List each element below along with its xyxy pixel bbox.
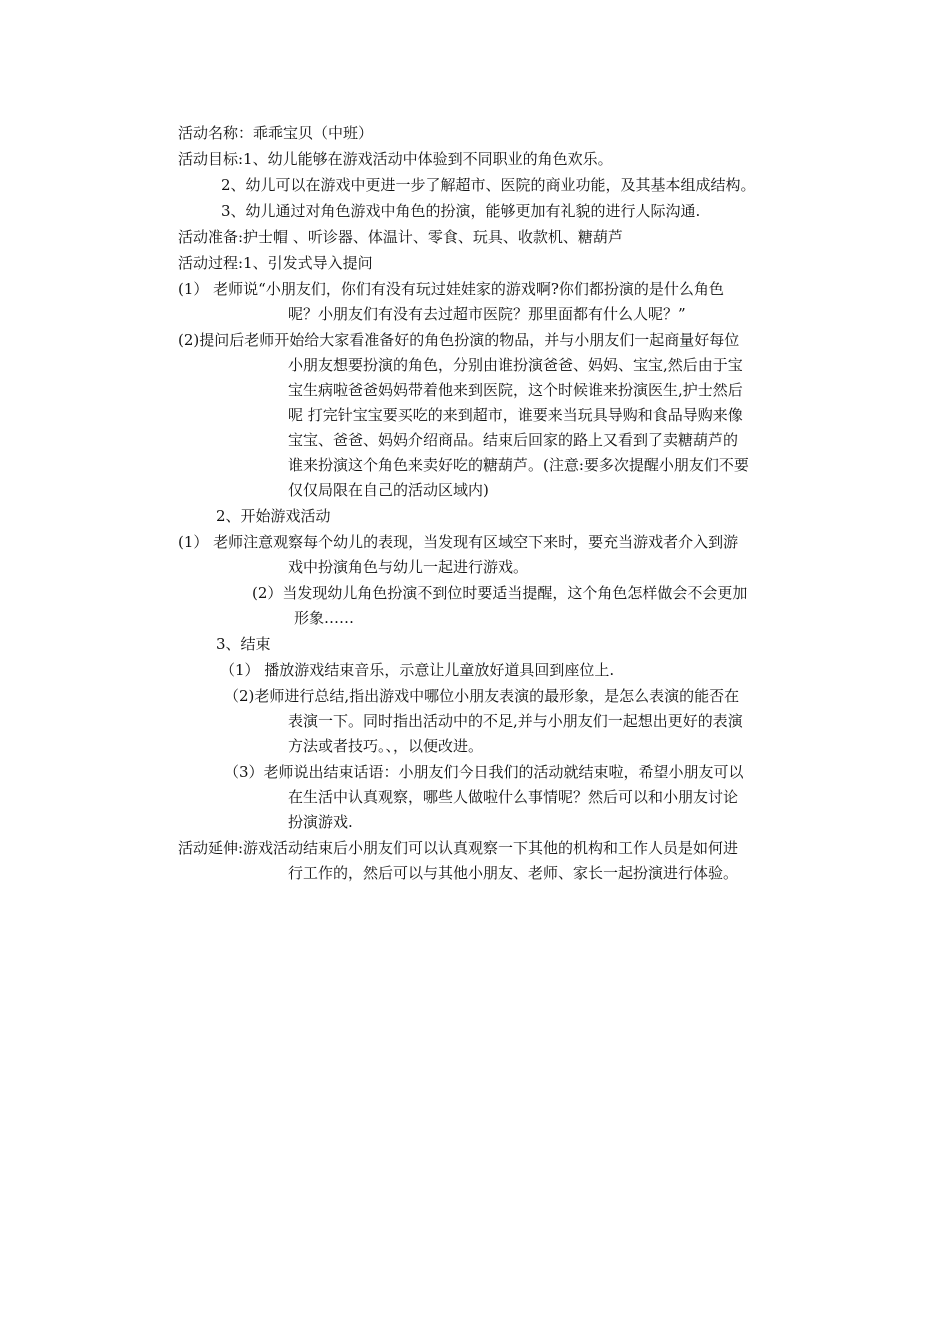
process-step1-item2-line-5: 宝宝、爸爸、妈妈介绍商品。结束后回家的路上又看到了卖糖葫芦的	[288, 431, 739, 449]
process-step2-item1-line-1: (1） 老师注意观察每个幼儿的表现，当发现有区域空下来时，要充当游戏者介入到游	[178, 533, 739, 551]
process-step3-item2-line-1: （2)老师进行总结,指出游戏中哪位小朋友表演的最形象，是怎么表演的能否在	[224, 687, 740, 705]
process-step3-item1-line: （1） 播放游戏结束音乐，示意让儿童放好道具回到座位上.	[220, 661, 615, 679]
process-step1-item1-line-2: 呢？小朋友们有没有去过超市医院？那里面都有什么人呢？”	[288, 305, 686, 323]
activity-name-line: 活动名称：乖乖宝贝（中班）	[178, 124, 374, 142]
process-step3-item3-line-2: 在生活中认真观察，哪些人做啦什么事情呢？然后可以和小朋友讨论	[288, 788, 739, 806]
activity-goal-line-2: 2、幼儿可以在游戏中更进一步了解超市、医院的商业功能，及其基本组成结构。	[221, 176, 756, 194]
process-step1-item2-line-6: 谁来扮演这个角色来卖好吃的糖葫芦。(注意:要多次提醒小朋友们不要	[288, 456, 749, 474]
process-step2-item2-line-1: (2）当发现幼儿角色扮演不到位时要适当提醒，这个角色怎样做会不会更加	[252, 584, 748, 602]
process-step3-heading: 3、结束	[216, 635, 271, 653]
activity-process-line: 活动过程:1、引发式导入提问	[178, 254, 373, 272]
activity-preparation-line: 活动准备:护士帽 、听诊器、体温计、零食、玩具、收款机、糖葫芦	[178, 228, 623, 246]
process-step1-item2-line-2: 小朋友想要扮演的角色，分别由谁扮演爸爸、妈妈、宝宝,然后由于宝	[288, 356, 743, 374]
process-step1-item2-line-1: (2)提问后老师开始给大家看准备好的角色扮演的物品，并与小朋友们一起商量好每位	[178, 331, 740, 349]
activity-goal-line-3: 3、幼儿通过对角色游戏中角色的扮演，能够更加有礼貌的进行人际沟通.	[221, 202, 701, 220]
process-step3-item3-line-3: 扮演游戏.	[288, 813, 353, 831]
process-step3-item2-line-2: 表演一下。同时指出活动中的不足,并与小朋友们一起想出更好的表演	[288, 712, 743, 730]
process-step3-item3-line-1: （3）老师说出结束话语：小朋友们今日我们的活动就结束啦，希望小朋友可以	[224, 763, 744, 781]
process-step2-item1-line-2: 戏中扮演角色与幼儿一起进行游戏。	[288, 558, 529, 576]
process-step3-item2-line-3: 方法或者技巧。、，以便改进。	[288, 737, 484, 755]
process-step2-item2-line-2: 形象……	[294, 609, 355, 627]
process-step1-item2-line-3: 宝生病啦爸爸妈妈带着他来到医院，这个时候谁来扮演医生,护士然后	[288, 381, 743, 399]
process-step1-item1-line-1: (1） 老师说“小朋友们，你们有没有玩过娃娃家的游戏啊?你们都扮演的是什么角色	[178, 280, 724, 298]
process-step2-heading: 2、开始游戏活动	[216, 507, 331, 525]
activity-extension-line-2: 行工作的，然后可以与其他小朋友、老师、家长一起扮演进行体验。	[288, 864, 739, 882]
activity-goal-line-1: 活动目标:1、幼儿能够在游戏活动中体验到不同职业的角色欢乐。	[178, 150, 613, 168]
activity-extension-line-1: 活动延伸:游戏活动结束后小朋友们可以认真观察一下其他的机构和工作人员是如何进	[178, 839, 739, 857]
process-step1-item2-line-7: 仅仅局限在自己的活动区域内)	[288, 481, 489, 499]
process-step1-item2-line-4: 呢 打完针宝宝要买吃的来到超市，谁要来当玩具导购和食品导购来像	[288, 406, 743, 424]
